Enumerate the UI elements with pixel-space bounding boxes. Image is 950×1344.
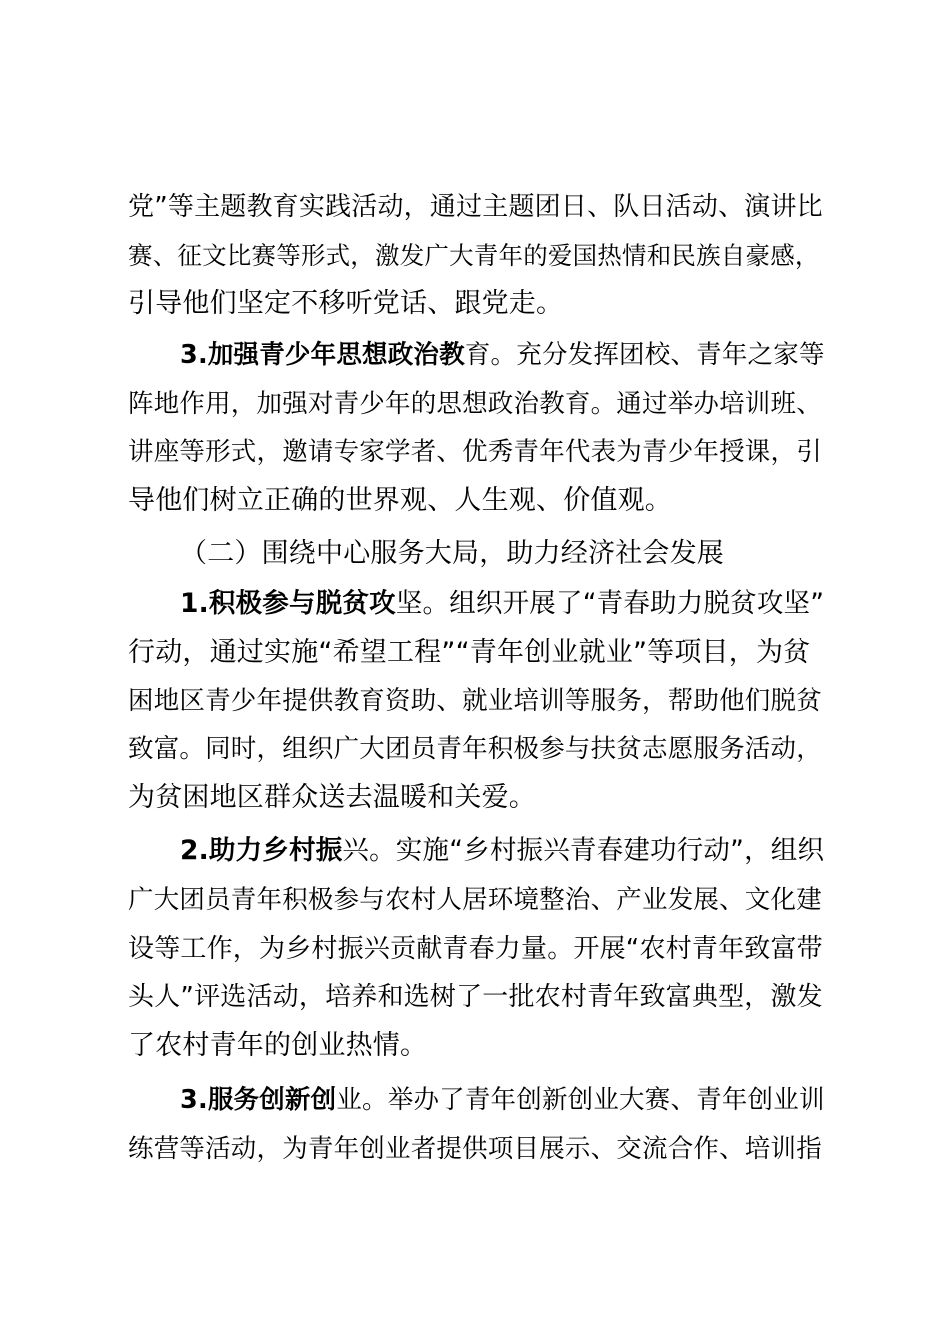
text-line: 头人”评选活动，培养和选树了一批农村青年致富典型，激发 (128, 982, 823, 1012)
text-line: 了农村青年的创业热情。 (128, 1030, 428, 1061)
text-line: 致富。同时，组织广大团员青年积极参与扶贫志愿服务活动， (128, 734, 822, 764)
item-text: 兴。实施“乡村振兴青春建功行动”，组织 (342, 835, 825, 866)
text-line: 设等工作，为乡村振兴贡献青春力量。开展“农村青年致富带 (128, 934, 823, 964)
text-line: 导他们树立正确的世界观、人生观、价值观。 (128, 485, 672, 516)
item-heading: 2.助力乡村振 (180, 835, 343, 866)
text-line: 讲座等形式，邀请专家学者、优秀青年代表为青少年授课，引 (128, 437, 822, 467)
text-line: 广大团员青年积极参与农村人居环境整治、产业发展、文化建 (128, 885, 822, 915)
item-text: 育。充分发挥团校、青年之家等 (464, 340, 825, 370)
item-heading: 1.积极参与脱贫攻 (180, 588, 396, 619)
text-line: 党”等主题教育实践活动，通过主题团日、队日活动、演讲比 (128, 192, 823, 222)
paragraph-first-line (180, 833, 824, 869)
item-heading: 3.加强青少年思想政治教 (180, 340, 465, 370)
item-text: 业。举办了青年创新创业大赛、青年创业训 (336, 1085, 825, 1115)
text-line: 行动，通过实施“希望工程”“青年创业就业”等项目，为贫 (128, 637, 811, 668)
text-line: 困地区青少年提供教育资助、就业培训等服务，帮助他们脱贫 (128, 686, 822, 716)
section-heading: （二）围绕中心服务大局，助力经济社会发展 (180, 538, 724, 569)
paragraph-first-line (180, 586, 824, 622)
text-line: 引导他们坚定不移听党话、跟党走。 (128, 288, 564, 319)
item-text: 坚。组织开展了“青春助力脱贫攻坚” (395, 588, 825, 619)
item-heading: 3.服务创新创 (180, 1085, 337, 1115)
paragraph-first-line (180, 1082, 825, 1118)
text-line: 为贫困地区群众送去温暖和关爱。 (128, 782, 536, 813)
text-line: 练营等活动，为青年创业者提供项目展示、交流合作、培训指 (128, 1134, 822, 1164)
text-line: 赛、征文比赛等形式，激发广大青年的爱国热情和民族自豪感， (128, 241, 820, 270)
text-line: 阵地作用，加强对青少年的思想政治教育。通过举办培训班、 (128, 389, 822, 419)
paragraph-first-line (180, 337, 825, 373)
